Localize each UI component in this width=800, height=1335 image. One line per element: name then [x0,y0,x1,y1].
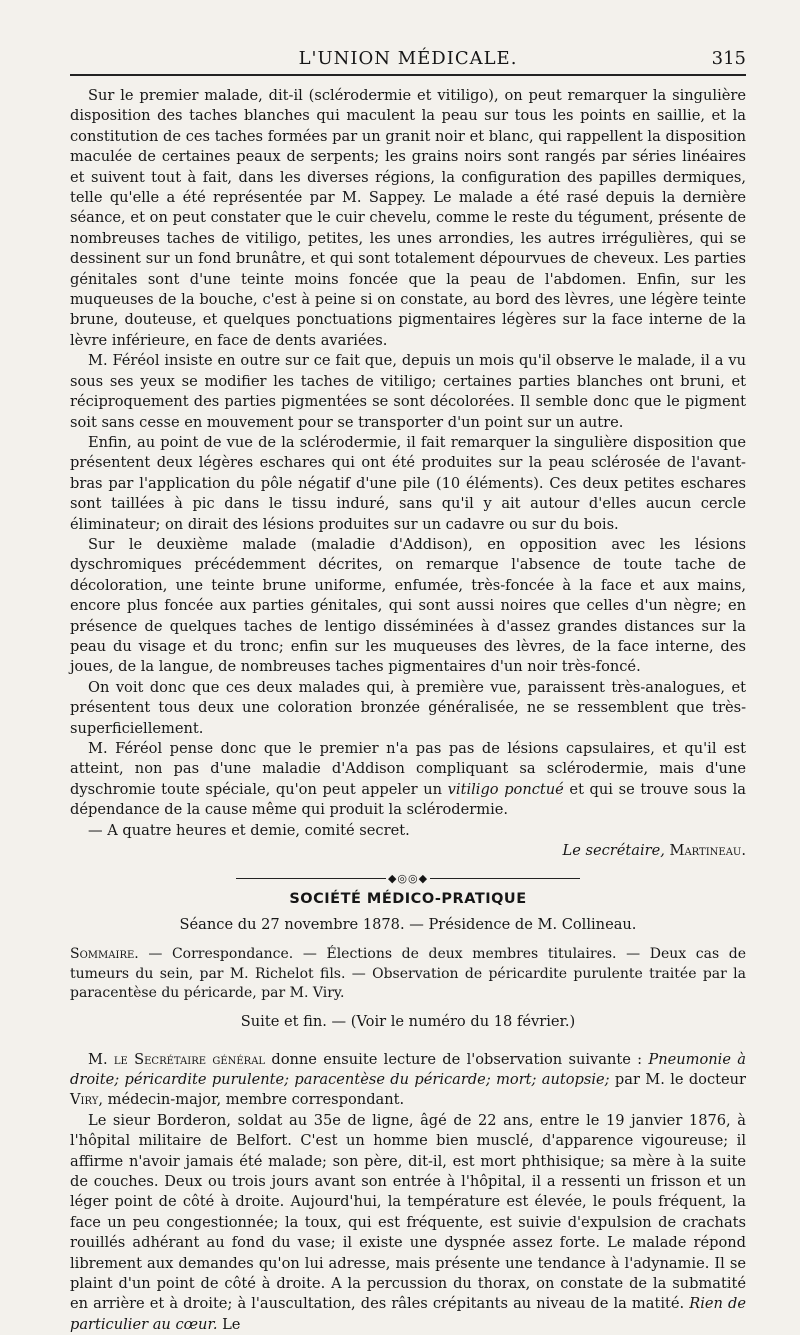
paragraph-conclusion [70,739,746,821]
case-text-b: Le [217,1315,241,1333]
report-speaker: M. le Secrétaire général [88,1050,266,1068]
report-title: Pneumonie à droite; péricardite purulente; paracentèse du péricarde; mort; autopsie; [70,1050,746,1088]
page-number: 315 [711,48,746,69]
case-text-a: Le sieur Borderon, soldat au 35e de ligne, âgé de 22 ans, entre le 19 janvier 1876, à l'hôpital militaire de Belfort. C'est un homme bien musclé, d'apparence vigoureuse; il affirme n'avoir jamais été malade; son père, dit-il, est mort phthisique; sa mère à la suite de couches. Deux ou trois jours avant son entrée à l'hôpital, il a ressenti un frisson et un léger point de côté à droite. Aujourd'hui, la température est élevée, le pouls fréquent, la face un peu congestionnée; la toux, qui est fréquente, est suivie d'expulsion de crachats rouillés adhérant au fond du vase; il existe une dyspnée assez forte. Le malade répond librement aux demandes qu'on lui adresse, mais présente une tendance à l'adynamie. Il se plaint d'un point de côté à droite. A la percussion du thorax, on constate de la submatité en arrière et à droite; à l'auscultation, des râles crépitants au niveau de la matité. [70,1111,746,1313]
paragraph-closing: — A quatre heures et demie, comité secret. [88,821,410,839]
separator-ornament: ◆◎◎◆ [387,871,429,885]
report-lead-a: donne ensuite lecture de l'observation suivante : [265,1050,649,1068]
paragraph-first-patient: Sur le premier malade, dit-il (sclérodermie et vitiligo), on peut remarquer la singulière disposition des taches blanches qui maculent la peau sur tous les points en saillie, et la constitution de ces taches formées par un granit noir et blanc, qui rappellent la disposition maculée de certaines peaux de serpents; les grains noirs sont rangés par séries linéaires et suivent tout à fait, dans les diverses régions, la configuration des papilles dermiques, telle qu'elle a été représentée par M. Sappey. Le malade a été rasé depuis la dernière séance, et on peut constater que le cuir chevelu, comme le reste du tégument, présente de nombreuses taches de vitiligo, petites, les unes arrondies, les autres irrégulières, qui se dessinent sur un fond brunâtre, et qui sont totalement dépourvues de cheveux. Les parties génitales sont d'une teinte moins foncée que la peau de l'abdomen. Enfin, sur les muqueuses de la bouche, c'est à peine si on constate, au bord des lèvres, une légère teinte brune, douteuse, et quelques ponctuations pigmentaires légères sur la face interne de la lèvre inférieure, en face de dents avariées. [70,87,746,349]
summary [70,945,746,1004]
paragraph-scleroderma-eschars: Enfin, au point de vue de la sclérodermie, il fait remarquer la singulière disposition que présentent deux légères eschares qui ont été produites sur la peau sclérosée de l'avant-bras par l'application du pôle négatif d'une pile (10 éléments). Ces deux petites eschares sont taillées à pic dans le tissu induré, sans qu'il y ait autour d'elles aucun cercle éliminateur; on dirait des lésions produites sur un cadavre ou sur du bois. [70,433,746,533]
page-header [70,44,746,76]
report-lead-c: , médecin-major, membre correspondant. [98,1091,405,1109]
summary-text: — Correspondance. — Élections de deux membres titulaires. — Deux cas de tumeurs du sein, par M. Richelot fils. — Observation de péricardite purulente traitée par la paracentèse du péricarde, par M. Viry. [70,946,746,1002]
signature [70,841,746,861]
separator-line-right [430,878,580,879]
separator-line-left [236,878,386,879]
summary-label: Sommaire. [70,946,139,963]
paragraph-comparison: On voit donc que ces deux malades qui, à première vue, paraissent très-analogues, et présentent tous deux une coloration bronzée généralisée, ne se ressemblent que très-superficiellement. [70,678,746,737]
case-italic: Rien de particulier au cœur. [70,1295,747,1333]
conclusion-italic-term: vitiligo ponctué [447,780,564,798]
report-lead-b: par M. le docteur [609,1070,747,1088]
signature-role: Le secrétaire, [562,842,665,860]
paragraph-second-patient: Sur le deuxième malade (maladie d'Addison), en opposition avec les lésions dyschromiques précédemment décrites, on remarque l'absence de toute tache de décoloration, une teinte brune uniforme, enfumée, très-foncée à la face et aux mains, encore plus foncée aux parties génitales, qui sont aussi noires que celles d'un nègre; en présence de quelques taches de lentigo disséminées à d'assez grandes distances sur la peau du visage et du tronc; enfin sur les muqueuses des lèvres, de la face interne, des joues, de la langue, de nombreuses taches pigmentaires d'un noir très-foncé. [70,535,746,676]
section-separator [70,871,746,885]
conclusion-text-b: et qui se trouve sous la dépendance de la cause même qui produit la sclérodermie. [70,780,746,819]
report-author: Viry [70,1091,99,1109]
conclusion-text-a: M. Féréol pense donc que le premier n'a pas pas de lésions capsulaires, et qu'il est atteint, non pas d'une maladie d'Addison compliquant sa sclérodermie, mais d'une dyschromie toute spéciale, qu'on peut appeler un [70,740,746,798]
continuation-note: Suite et fin. — (Voir le numéro du 18 février.) [240,1012,576,1030]
signature-name: Martineau. [669,842,746,860]
paragraph-report-lead [70,1050,746,1111]
session-line: Séance du 27 novembre 1878. — Présidence de M. Collineau. [179,916,637,934]
section-title: SOCIÉTÉ MÉDICO-PRATIQUE [289,891,527,908]
journal-title: L'UNION MÉDICALE. [298,48,518,69]
paragraph-case-history [70,1111,746,1335]
paragraph-pigment-movement: M. Féréol insiste en outre sur ce fait que, depuis un mois qu'il observe le malade, il a vu sous ses yeux se modifier les taches de vitiligo; certaines parties blanches ont bruni, et réciproquement des parties pigmentées se sont décolorées. Il semble donc que le pigment soit sans cesse en mouvement pour se transporter d'un point sur un autre. [70,352,746,431]
